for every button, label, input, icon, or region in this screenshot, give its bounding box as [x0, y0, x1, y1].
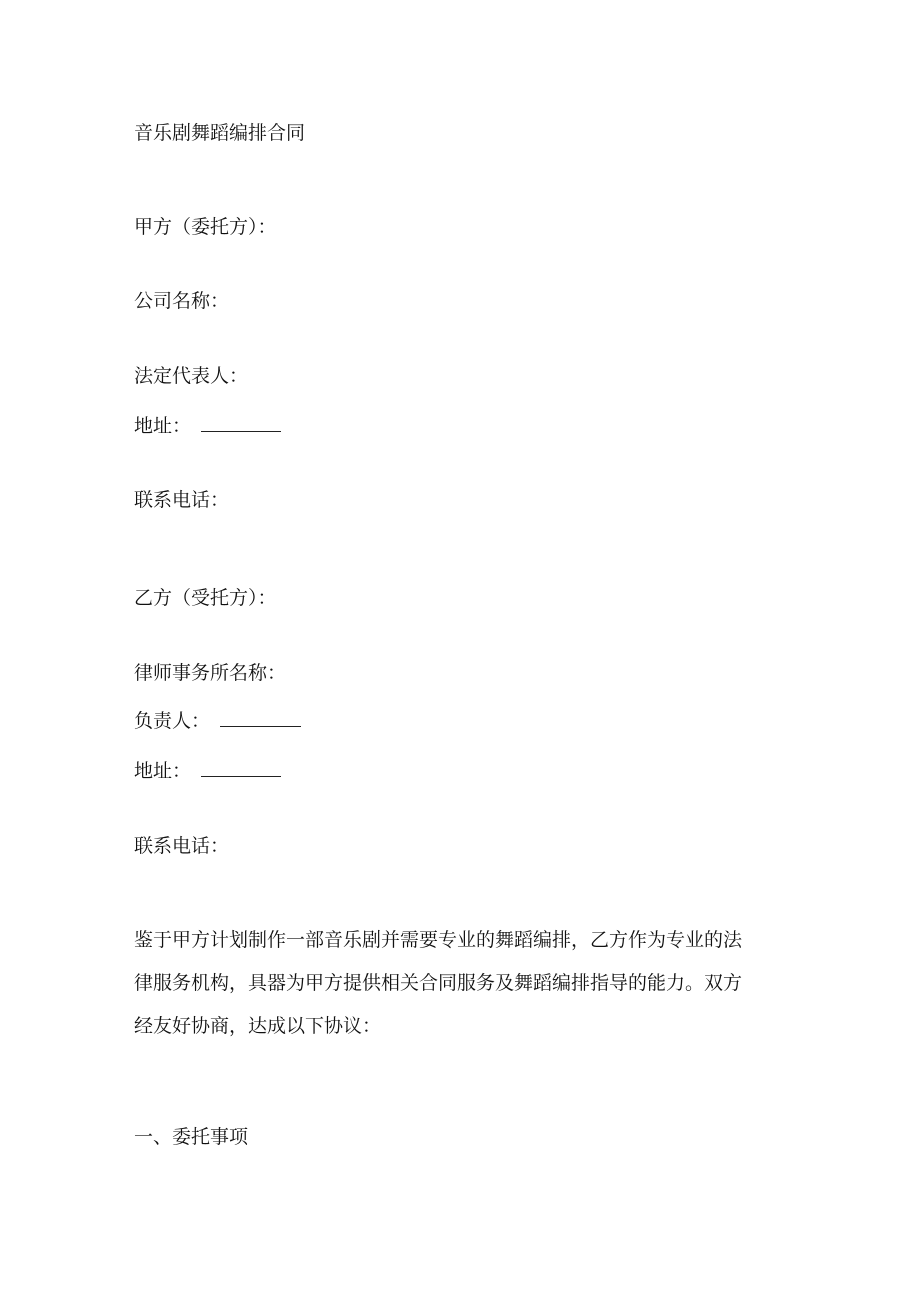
- intro-line-2: 律服务机构，具器为甲方提供相关合同服务及舞蹈编排指导的能力。双方: [134, 972, 743, 994]
- party-a-phone-label: 联系电话：: [134, 489, 230, 511]
- party-a-company-label: 公司名称：: [134, 290, 230, 312]
- section-1-heading: 一、委托事项: [134, 1126, 249, 1148]
- party-a-heading: 甲方（委托方）：: [134, 216, 277, 238]
- intro-line-3: 经友好协商，达成以下协议：: [134, 1015, 382, 1037]
- party-a-rep-label: 法定代表人：: [134, 365, 249, 387]
- party-a-address-blank: [201, 417, 281, 432]
- party-b-heading: 乙方（受托方）：: [134, 587, 277, 609]
- intro-paragraph: [134, 919, 786, 1048]
- party-b-phone-label: 联系电话：: [134, 835, 230, 857]
- party-b-address-row: [134, 759, 281, 783]
- party-b-head-label: 负责人：: [134, 710, 211, 732]
- intro-line-1: 鉴于甲方计划制作一部音乐剧并需要专业的舞蹈编排，乙方作为专业的法: [134, 929, 743, 951]
- party-b-head-blank: [220, 712, 301, 727]
- party-b-head-row: [134, 709, 301, 733]
- document-title: 音乐剧舞蹈编排合同: [134, 122, 306, 144]
- party-a-address-row: [134, 414, 281, 438]
- party-b-address-blank: [201, 762, 281, 777]
- party-a-address-label: 地址：: [134, 415, 192, 437]
- party-b-firm-label: 律师事务所名称：: [134, 662, 287, 684]
- party-b-address-label: 地址：: [134, 760, 192, 782]
